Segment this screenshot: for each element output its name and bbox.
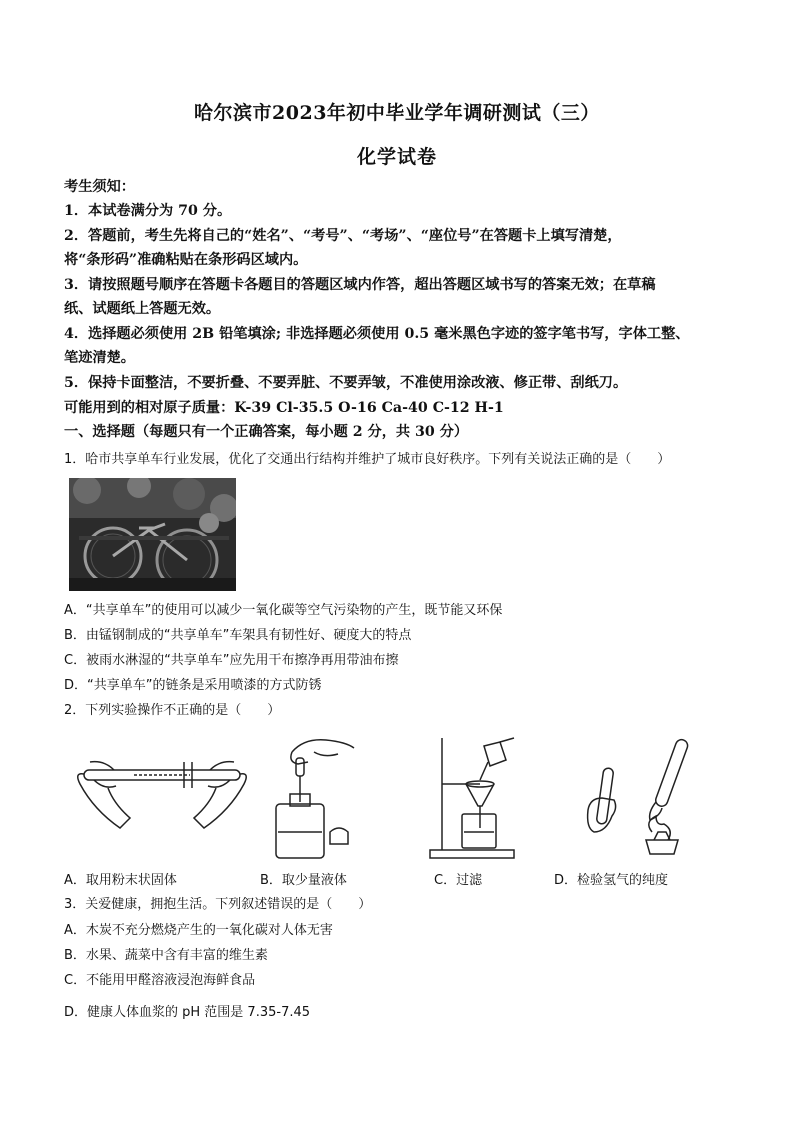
question-1-stem: 1．哈市共享单车行业发展，优化了交通出行结构并维护了城市良好秩序。下列有关说法正确的是（ ）	[64, 452, 671, 467]
question-3-stem: 3．关爱健康，拥抱生活。下列叙述错误的是（ ）	[64, 897, 372, 912]
notice-item-2: 2．答题前，考生先将自己的“姓名”、“考号”、“考场”、“座位号”在答题卡上填写清楚，	[64, 228, 622, 244]
notice-item-3: 3．请按照题号顺序在答题卡各题目的答题区域内作答，超出答题区域书写的答案无效；在草稿	[64, 277, 656, 293]
notice-item-2-cont: 将“条形码”准确粘贴在条形码区域内。	[64, 252, 308, 268]
figure-dropper-bottle	[264, 732, 360, 862]
question-2-stem: 2．下列实验操作不正确的是（ ）	[64, 703, 281, 718]
question-1-option-c: C．被雨水淋湿的“共享单车”应先用干布擦净再用带油布擦	[64, 653, 399, 668]
question-1-option-b: B．由锰钢制成的“共享单车”车架具有韧性好、硬度大的特点	[64, 628, 412, 643]
figure-powder-test-tube	[74, 732, 250, 862]
atomic-mass-line: 可能用到的相对原子质量：K-39 Cl-35.5 O-16 Ca-40 C-12 H-1	[64, 400, 504, 416]
exam-subtitle: 化学试卷	[356, 146, 437, 168]
question-1-option-d: D．“共享单车”的链条是采用喷漆的方式防锈	[64, 678, 322, 693]
question-2-caption-c: C．过滤	[434, 873, 483, 888]
question-2-caption-d: D．检验氢气的纯度	[554, 873, 669, 888]
question-2-caption-a: A．取用粉末状固体	[64, 873, 177, 888]
notice-item-5: 5．保持卡面整洁，不要折叠、不要弄脏、不要弄皱，不准使用涂改液、修正带、刮纸刀。	[64, 375, 628, 391]
notice-item-4-cont: 笔迹清楚。	[64, 350, 135, 366]
exam-title: 哈尔滨市2023年初中毕业学年调研测试（三）	[194, 102, 600, 124]
notice-item-4: 4．选择题必须使用 2B 铅笔填涂; 非选择题必须使用 0.5 毫米黑色字迹的签字笔书写，字体工整、	[64, 326, 690, 342]
question-2-caption-b: B．取少量液体	[260, 873, 347, 888]
question-3-option-c: C．不能用甲醛溶液浸泡海鲜食品	[64, 973, 256, 988]
question-3-option-d: D．健康人体血浆的 pH 范围是 7.35-7.45	[64, 1005, 311, 1020]
question-1-option-a: A．“共享单车”的使用可以减少一氧化碳等空气污染物的产生，既节能又环保	[64, 603, 503, 618]
figure-hydrogen-purity	[584, 732, 696, 862]
shared-bike-photo	[69, 478, 236, 591]
notice-item-1: 1．本试卷满分为 70 分。	[64, 203, 232, 219]
question-3-option-b: B．水果、蔬菜中含有丰富的维生素	[64, 948, 268, 963]
notice-heading: 考生须知：	[64, 179, 135, 195]
section-heading: 一、选择题（每题只有一个正确答案，每小题 2 分，共 30 分）	[64, 424, 469, 440]
notice-item-3-cont: 纸、试题纸上答题无效。	[64, 301, 221, 317]
question-3-option-a: A．木炭不充分燃烧产生的一氧化碳对人体无害	[64, 923, 333, 938]
figure-filtration	[428, 732, 518, 862]
